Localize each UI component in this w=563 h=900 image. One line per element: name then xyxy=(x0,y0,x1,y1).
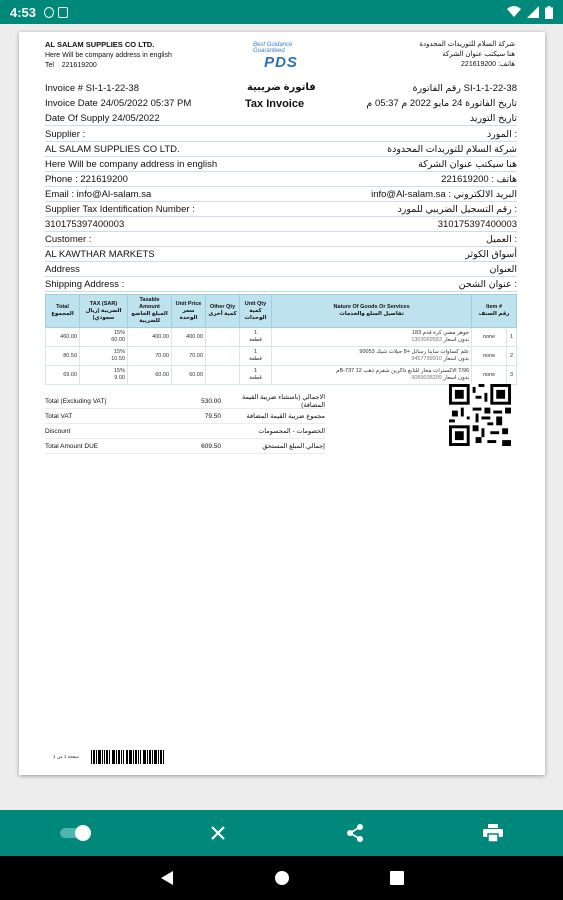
invoice-number-row: Invoice # SI-1-1-22-38 رقم الفاتورة SI-1-1-22-38 xyxy=(45,83,517,94)
home-icon[interactable] xyxy=(274,870,290,886)
company-header-en xyxy=(45,40,172,71)
share-button[interactable] xyxy=(341,819,369,847)
print-button[interactable] xyxy=(479,819,507,847)
invoice-date-row: Invoice Date 24/05/2022 05:37 PM تاريخ الفاتورة 24 مايو 2022 م 05:37 م xyxy=(45,98,517,109)
close-icon xyxy=(210,825,226,841)
table-row: 80.50 15% 10.50 70.00 70.00 1 قطعة علم كساوات ساينا رسائل +8 جيلات شيك 90053 بدون اسعار 9457799910 none 2 xyxy=(46,347,517,366)
close-button[interactable] xyxy=(204,819,232,847)
status-bar xyxy=(0,0,563,24)
signal-icon xyxy=(527,6,539,18)
discount-row: Discount الخصومات - المحسومات xyxy=(45,424,325,439)
col-other-qty: Other Qty كمية أخرى xyxy=(206,295,240,328)
table-row: 69.00 15% 9.00 60.00 60.00 1 قطعة T/96 الاكسترات مخار للتابع ذاكرين شفرم ذهب B-737 12م بدون اسعار 9089038295 none 3 xyxy=(46,366,517,385)
sd-card-icon xyxy=(58,7,68,18)
page-number: صفحة 1 من 1 xyxy=(53,754,80,759)
app-notification-icon xyxy=(44,7,54,18)
total-excl-vat-row: Total (Excluding VAT) 530.00 الاجمالي (باستثناء ضريبة القيمة المضافة) xyxy=(45,394,325,409)
col-item: Item # رقم الصنف xyxy=(472,295,517,328)
company-name-en: AL SALAM SUPPLIES CO LTD. xyxy=(45,40,155,49)
status-time: 4:53 xyxy=(10,4,37,20)
supplier-address-row: Here Will be company address in english هنا سيكتب عنوان الشركة xyxy=(45,157,517,172)
company-header-ar xyxy=(419,40,515,70)
invoice-title-ar: فاتورة ضريبية xyxy=(247,82,316,93)
company-name-ar: شركة السلام للتوريدات المحدودة xyxy=(419,41,515,48)
table-row: 460.00 15% 60.00 400.00 400.00 1 قطعة جوهر مضي كرة قدم 183 بدون اسعار 1303069583 none 1 xyxy=(46,328,517,347)
supplier-name-row: AL SALAM SUPPLIES CO LTD. شركة السلام للتوريدات المحدودة xyxy=(45,142,517,157)
company-tel-ar: هاتف: 221619200 xyxy=(461,61,515,68)
supplier-phone-row: Phone : 221619200 هاتف : 221619200 xyxy=(45,172,517,187)
system-navigation-bar xyxy=(0,856,563,900)
items-table-header xyxy=(46,295,517,328)
col-description: Nature Of Goods Or Services تفاصيل السلع والخدمات xyxy=(272,295,472,328)
print-icon xyxy=(483,824,503,842)
invoice-page xyxy=(19,32,545,775)
col-total: Total المجموع xyxy=(46,295,80,328)
col-taxable: Taxable Amount المبلغ الخاضع للضريبة xyxy=(128,295,172,328)
logo-caption: Best Guidance Guaranteed xyxy=(253,41,293,54)
company-tel-en: Tel 221619200 xyxy=(45,62,97,69)
supplier-label-row: Supplier : المورد : xyxy=(45,127,517,142)
toggle-switch[interactable] xyxy=(58,822,94,844)
recents-icon[interactable] xyxy=(390,871,404,885)
logo-text: PDS xyxy=(264,53,298,71)
col-tax: TAX (SAR) الضريبة (ريال سعودي) xyxy=(80,295,128,328)
customer-address-row: Address العنوان xyxy=(45,262,517,277)
customer-name-row: AL KAWTHAR MARKETS أسواق الكوثر xyxy=(45,247,517,262)
company-logo xyxy=(253,38,309,74)
shipping-address-row: Shipping Address : عنوان الشحن : xyxy=(45,277,517,292)
barcode xyxy=(91,750,165,764)
supply-date-row: Date Of Supply 24/05/2022 تاريخ التوريد xyxy=(45,111,517,126)
col-unit-qty: Unit Qty كمية الوحدات xyxy=(240,295,272,328)
items-table xyxy=(45,294,517,385)
customer-label-row: Customer : العميل : xyxy=(45,232,517,247)
qr-code xyxy=(449,384,511,446)
total-vat-row: Total VAT 79.50 مجموع ضريبة القيمة المضافة xyxy=(45,409,325,424)
back-icon[interactable] xyxy=(160,870,174,886)
invoice-title-en: Tax Invoice xyxy=(245,98,305,110)
company-address-ar: هنا سيكتب عنوان الشركة xyxy=(442,51,515,58)
total-due-row: Total Amount DUE 609.50 إجمالي المبلغ المستحق xyxy=(45,439,325,454)
col-unit-price: Unit Price سعر الوحدة xyxy=(172,295,206,328)
wifi-icon xyxy=(507,6,521,18)
supplier-vat-label-row: Supplier Tax Identification Number : رقم التسجيل الضريبي للمورد : xyxy=(45,202,517,217)
supplier-email-row: Email : info@Al-salam.sa info@Al-salam.sa : البريد الالكتروني xyxy=(45,187,517,202)
battery-icon xyxy=(545,6,553,19)
document-viewer[interactable] xyxy=(0,24,563,810)
supplier-vat-number-row: 310175397400003 310175397400003 xyxy=(45,217,517,232)
company-address-en: Here Will be company address in english xyxy=(45,52,172,59)
share-icon xyxy=(345,823,365,843)
